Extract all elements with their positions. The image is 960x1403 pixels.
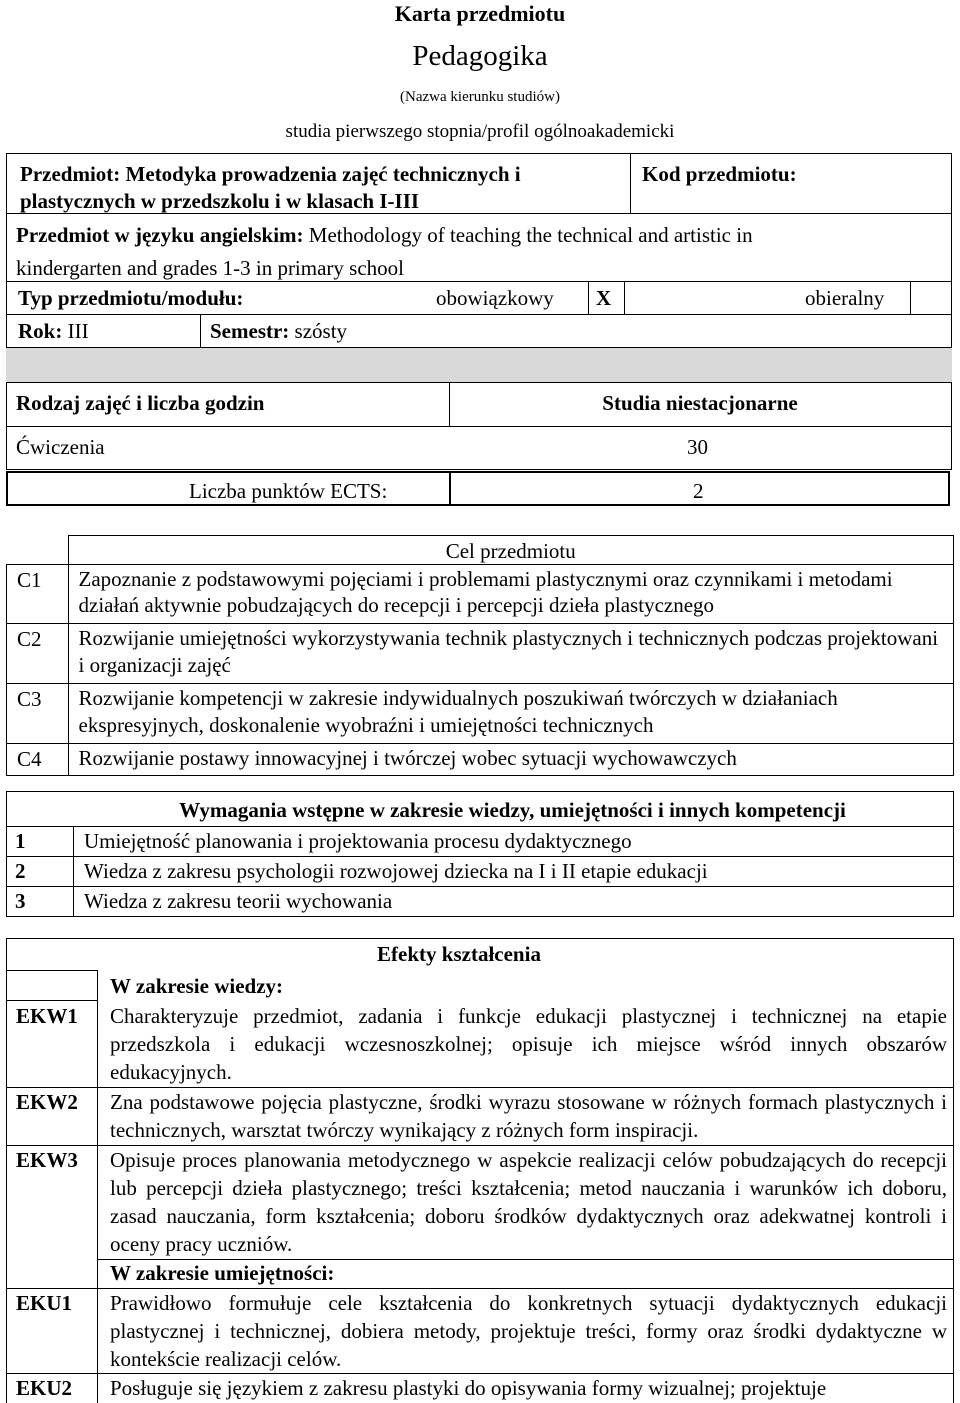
goal-text: Zapoznanie z podstawowymi pojęciami i problemami plastycznymi oraz czynnikami i metodami działań aktywnie pobudzających do recepcji i percepcji dzieła plastycznego — [68, 565, 954, 624]
card-title: Karta przedmiotu — [394, 1, 566, 26]
outcome-id: EKW2 — [16, 1090, 78, 1114]
outcome-text: Zna podstawowe pojęcia plastyczne, środki wyrazu stosowane w różnych formach plastycznych i technicznych, warsztat twórczy wynikający z różnych form inspiracji. — [110, 1090, 947, 1142]
ects-label: Liczba punktów ECTS: — [189, 479, 388, 503]
outcome-text: Opisuje proces planowania metodycznego w aspekcie realizacji celów pobudzających do recepcji lub percepcji dzieła plastycznego; treści kształcenia; metod nauczania i warunków ich doboru, zasad nauczania, form kształcenia; doboru środków dydaktycznych oraz adekwatnej kontroli i oceny pracy uczniów. — [110, 1148, 947, 1256]
hours-header-left: Rodzaj zajęć i liczba godzin — [16, 391, 265, 415]
field-name: Pedagogika — [412, 40, 548, 72]
type-optional: obieralny — [805, 286, 885, 310]
subject-value: Metodyka prowadzenia zajęć technicznych i plastycznych w przedszkolu i w klasach I-III — [20, 162, 521, 213]
study-level: studia pierwszego stopnia/profil ogólnoakademicki — [285, 121, 675, 142]
english-label: Przedmiot w języku angielskim: — [16, 223, 304, 247]
skills-heading: W zakresie umiejętności: — [110, 1261, 335, 1285]
requirement-id: 3 — [7, 887, 74, 917]
english-row — [16, 219, 856, 285]
year-label: Rok: — [18, 319, 63, 343]
goal-id: C4 — [7, 744, 69, 776]
requirement-text: Wiedza z zakresu teorii wychowania — [74, 887, 954, 917]
requirement-id: 2 — [7, 857, 74, 887]
goal-id: C3 — [7, 684, 69, 744]
goal-id: C2 — [7, 624, 69, 684]
hours-row-label: Ćwiczenia — [16, 435, 105, 459]
subject-label: Przedmiot: — [20, 162, 121, 186]
goals-table — [6, 535, 954, 776]
requirement-text: Wiedza z zakresu psychologii rozwojowej dziecka na I i II etapie edukacji — [74, 857, 954, 887]
outcome-id: EKW3 — [16, 1148, 78, 1172]
type-mandatory: obowiązkowy — [436, 286, 554, 310]
goal-text: Rozwijanie kompetencji w zakresie indywidualnych poszukiwań twórczych w działaniach ekspresyjnych, doskonalenie wyobraźni i umiejętności technicznych — [68, 684, 954, 744]
ects-box — [6, 471, 950, 506]
requirement-id: 1 — [7, 827, 74, 857]
semester-label: Semestr: — [210, 319, 290, 343]
grey-bar — [6, 348, 952, 383]
requirement-text: Umiejętność planowania i projektowania procesu dydaktycznego — [74, 827, 954, 857]
hours-header-right: Studia niestacjonarne — [602, 391, 798, 415]
goal-text: Rozwijanie postawy innowacyjnej i twórczej wobec sytuacji wychowawczych — [68, 744, 954, 776]
requirements-table — [6, 826, 954, 917]
requirements-title: Wymagania wstępne w zakresie wiedzy, umiejętności i innych kompetencji — [179, 798, 846, 822]
outcomes-title: Efekty kształcenia — [377, 942, 541, 966]
year-value: III — [67, 319, 89, 343]
semester-field — [210, 318, 347, 344]
hours-row-value: 30 — [687, 435, 708, 459]
goal-id: C1 — [7, 565, 69, 624]
year-field — [18, 318, 89, 344]
outcome-text: Prawidłowo formułuje cele kształcenia do konkretnych sytuacji dydaktycznych edukacji plastycznej i technicznej, dobiera metody, projektuje treści, formy oraz środki dydaktyczne w kontekście realizacji celów. — [110, 1291, 947, 1371]
outcome-text: Posługuje się językiem z zakresu plastyki do opisywania formy wizualnej; projektuje — [110, 1376, 827, 1400]
outcome-text: Charakteryzuje przedmiot, zadania i funkcje edukacji plastycznej i technicznej na etapie przedszkola i edukacji wczesnoszkolnej; opisuje ich miejsce wśród innych obszarów edukacyjnych. — [110, 1004, 947, 1084]
english-value: Methodology of teaching the technical and artistic in kindergarten and grades 1-3 in primary school — [16, 223, 753, 280]
field-note: (Nazwa kierunku studiów) — [400, 89, 560, 105]
outcome-id: EKW1 — [16, 1004, 78, 1028]
type-mark: X — [596, 286, 612, 310]
code-label: Kod przedmiotu: — [642, 162, 797, 186]
outcome-id: EKU1 — [16, 1291, 73, 1315]
ects-value: 2 — [693, 479, 704, 503]
goals-title: Cel przedmiotu — [68, 536, 954, 565]
outcome-id: EKU2 — [16, 1376, 73, 1400]
type-label: Typ przedmiotu/modułu: — [18, 286, 244, 310]
semester-value: szósty — [294, 319, 348, 343]
subject-row — [20, 161, 620, 215]
goal-text: Rozwijanie umiejętności wykorzystywania technik plastycznych i technicznych podczas projektowani i organizacji zajęć — [68, 624, 954, 684]
knowledge-heading: W zakresie wiedzy: — [110, 974, 284, 998]
